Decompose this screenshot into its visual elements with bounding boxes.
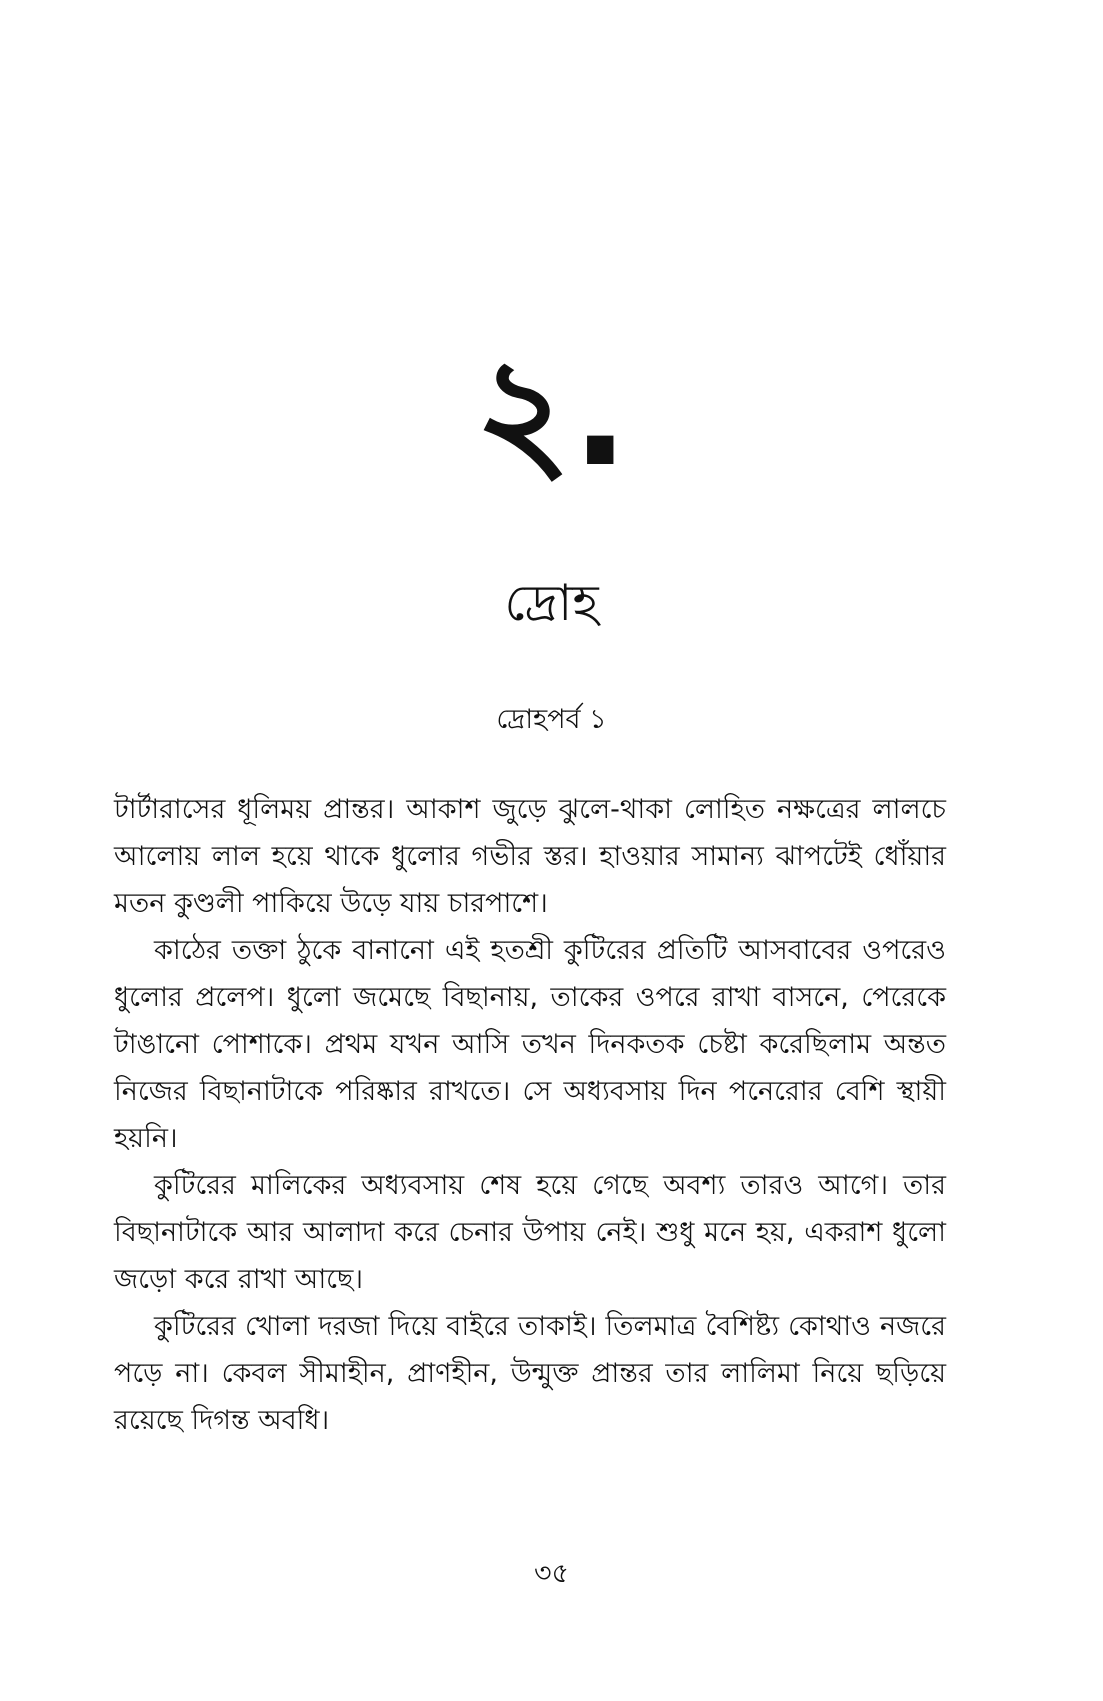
section-title: দ্রোহপর্ব ১: [496, 704, 607, 735]
chapter-number: ২.: [474, 326, 629, 500]
body-text: [114, 786, 946, 1444]
page-number: ৩৫: [533, 1558, 570, 1589]
paragraph: কুটিরের মালিকের অধ্যবসায় শেষ হয়ে গেছে অবশ্য তারও আগে। তার বিছানাটাকে আর আলাদা করে চেনার উপায় নেই। শুধু মনে হয়, একরাশ ধুলো জড়ো করে রাখা আছে।: [114, 1170, 946, 1295]
paragraph: টার্টারাসের ধূলিময় প্রান্তর। আকাশ জুড়ে ঝুলে-থাকা লোহিত নক্ষত্রের লালচে আলোয় লাল হয়ে থাকে ধুলোর গভীর স্তর। হাওয়ার সামান্য ঝাপটেই ধোঁয়ার মতন কুণ্ডলী পাকিয়ে উড়ে যায় চারপাশে।: [114, 794, 946, 919]
paragraph: কাঠের তক্তা ঠুকে বানানো এই হতশ্রী কুটিরের প্রতিটি আসবাবের ওপরেও ধুলোর প্রলেপ। ধুলো জমেছে বিছানায়, তাকের ওপরে রাখা বাসনে, পেরেকে টাঙানো পোশাকে। প্রথম যখন আসি তখন দিনকতক চেষ্টা করেছিলাম অন্তত নিজের বিছানাটাকে পরিষ্কার রাখতে। সে অধ্যবসায় দিন পনেরোর বেশি স্থায়ী হয়নি।: [114, 935, 946, 1154]
chapter-title: দ্রোহ: [504, 574, 599, 632]
paragraph: কুটিরের খোলা দরজা দিয়ে বাইরে তাকাই। তিলমাত্র বৈশিষ্ট্য কোথাও নজরে পড়ে না। কেবল সীমাহীন, প্রাণহীন, উন্মুক্ত প্রান্তর তার লালিমা নিয়ে ছড়িয়ে রয়েছে দিগন্ত অবধি।: [114, 1311, 946, 1436]
